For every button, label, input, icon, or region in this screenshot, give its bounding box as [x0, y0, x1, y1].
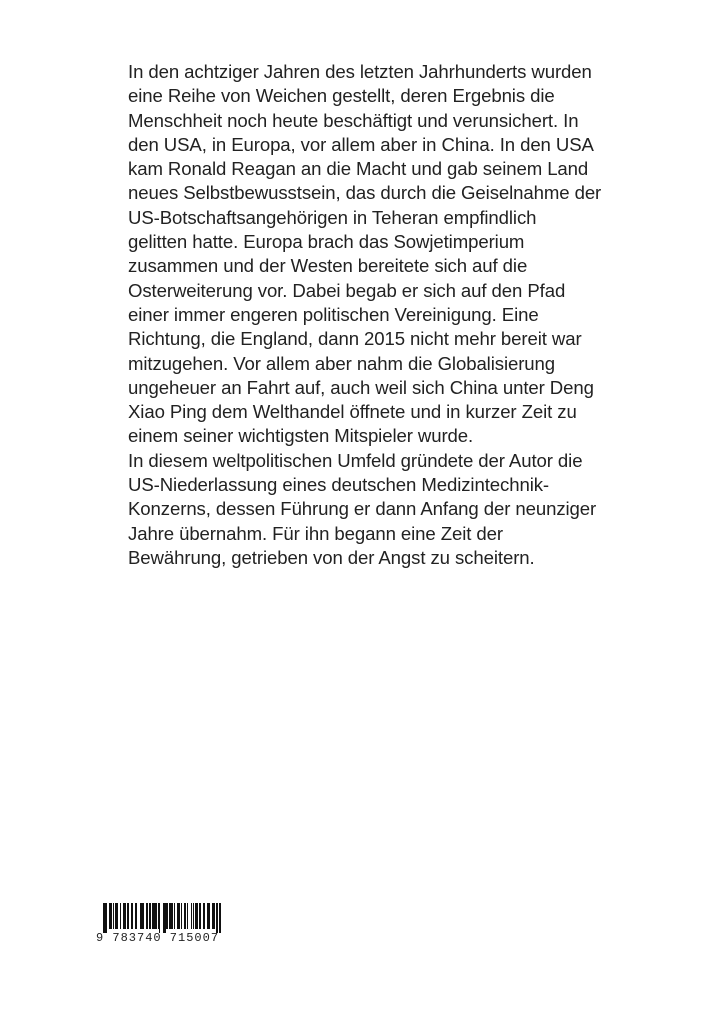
blurb-line: eine Reihe von Weichen gestellt, deren Ergebnis die: [128, 85, 555, 107]
barcode-bar: [149, 903, 150, 929]
barcode-bar: [132, 903, 133, 929]
blurb-line: zusammen und der Westen bereitete sich auf die: [128, 255, 528, 277]
barcode-bar: [181, 903, 182, 929]
blurb-line: einem seiner wichtigsten Mitspieler wurde.: [128, 425, 474, 447]
barcode-bar: [216, 903, 217, 933]
barcode-bar: [213, 903, 215, 929]
barcode-bar: [159, 903, 160, 933]
barcode-bar: [171, 903, 172, 929]
back-cover-blurb: [128, 60, 688, 570]
barcode-bar: [113, 903, 114, 929]
barcode-bar: [199, 903, 200, 929]
blurb-line: Bewährung, getrieben von der Angst zu scheitern.: [128, 546, 535, 568]
blurb-line: Osterweiterung vor. Dabei begab er sich auf den Pfad: [128, 279, 566, 301]
blurb-line: In diesem weltpolitischen Umfeld gründete der Autor die: [128, 449, 583, 471]
blurb-line: Konzerns, dessen Führung er dann Anfang der neunziger: [128, 498, 597, 520]
blurb-line: Jahre übernahm. Für ihn begann eine Zeit der: [128, 522, 503, 544]
isbn-barcode: [96, 901, 226, 946]
blurb-line: den USA, in Europa, vor allem aber in China. In den USA: [128, 133, 594, 155]
blurb-line: Menschheit noch heute beschäftigt und verunsichert. In: [128, 109, 579, 131]
barcode-bar: [110, 903, 111, 929]
blurb-line: US-Niederlassung eines deutschen Medizintechnik-: [128, 474, 550, 496]
blurb-line: mitzugehen. Vor allem aber nahm die Globalisierung: [128, 352, 556, 374]
barcode-bar: [185, 903, 186, 929]
blurb-line: neues Selbstbewusstsein, das durch die Geiselnahme der: [128, 182, 602, 204]
blurb-line: kam Ronald Reagan an die Macht und gab seinem Land: [128, 158, 589, 180]
barcode-bar: [146, 903, 148, 929]
barcode-bar: [136, 903, 137, 929]
barcode-bar: [105, 903, 106, 933]
blurb-line: einer immer engeren politischen Vereinigung. Eine: [128, 303, 539, 325]
barcode-bar: [143, 903, 144, 929]
barcode-bar: [187, 903, 188, 929]
blurb-line: In den achtziger Jahren des letzten Jahrhunderts wurden: [128, 61, 592, 82]
blurb-line: gelitten hatte. Europa brach das Sowjetimperium: [128, 231, 525, 253]
barcode-bar: [120, 903, 121, 929]
blurb-line: Richtung, die England, dann 2015 nicht mehr bereit war: [128, 328, 582, 350]
barcode-bar: [191, 903, 192, 929]
barcode-digits: 9 783740 715007: [96, 931, 220, 945]
barcode-bar: [155, 903, 156, 929]
barcode-bar: [125, 903, 126, 929]
barcode-bar: [209, 903, 210, 929]
barcode-bar: [204, 903, 205, 929]
barcode-bar: [219, 903, 221, 933]
barcode-bar: [116, 903, 117, 929]
blurb-line: ungeheuer an Fahrt auf, auch weil sich China unter Deng: [128, 376, 594, 398]
barcode-bar: [127, 903, 129, 929]
barcode-bar: [179, 903, 180, 929]
barcode-bar: [166, 903, 167, 929]
blurb-line: US-Botschaftsangehörigen in Teheran empfindlich: [128, 206, 537, 228]
barcode-bars: [103, 903, 223, 929]
blurb-line: Xiao Ping dem Welthandel öffnete und in kurzer Zeit zu: [128, 401, 577, 423]
barcode-bar: [174, 903, 175, 929]
barcode-bar: [197, 903, 198, 929]
